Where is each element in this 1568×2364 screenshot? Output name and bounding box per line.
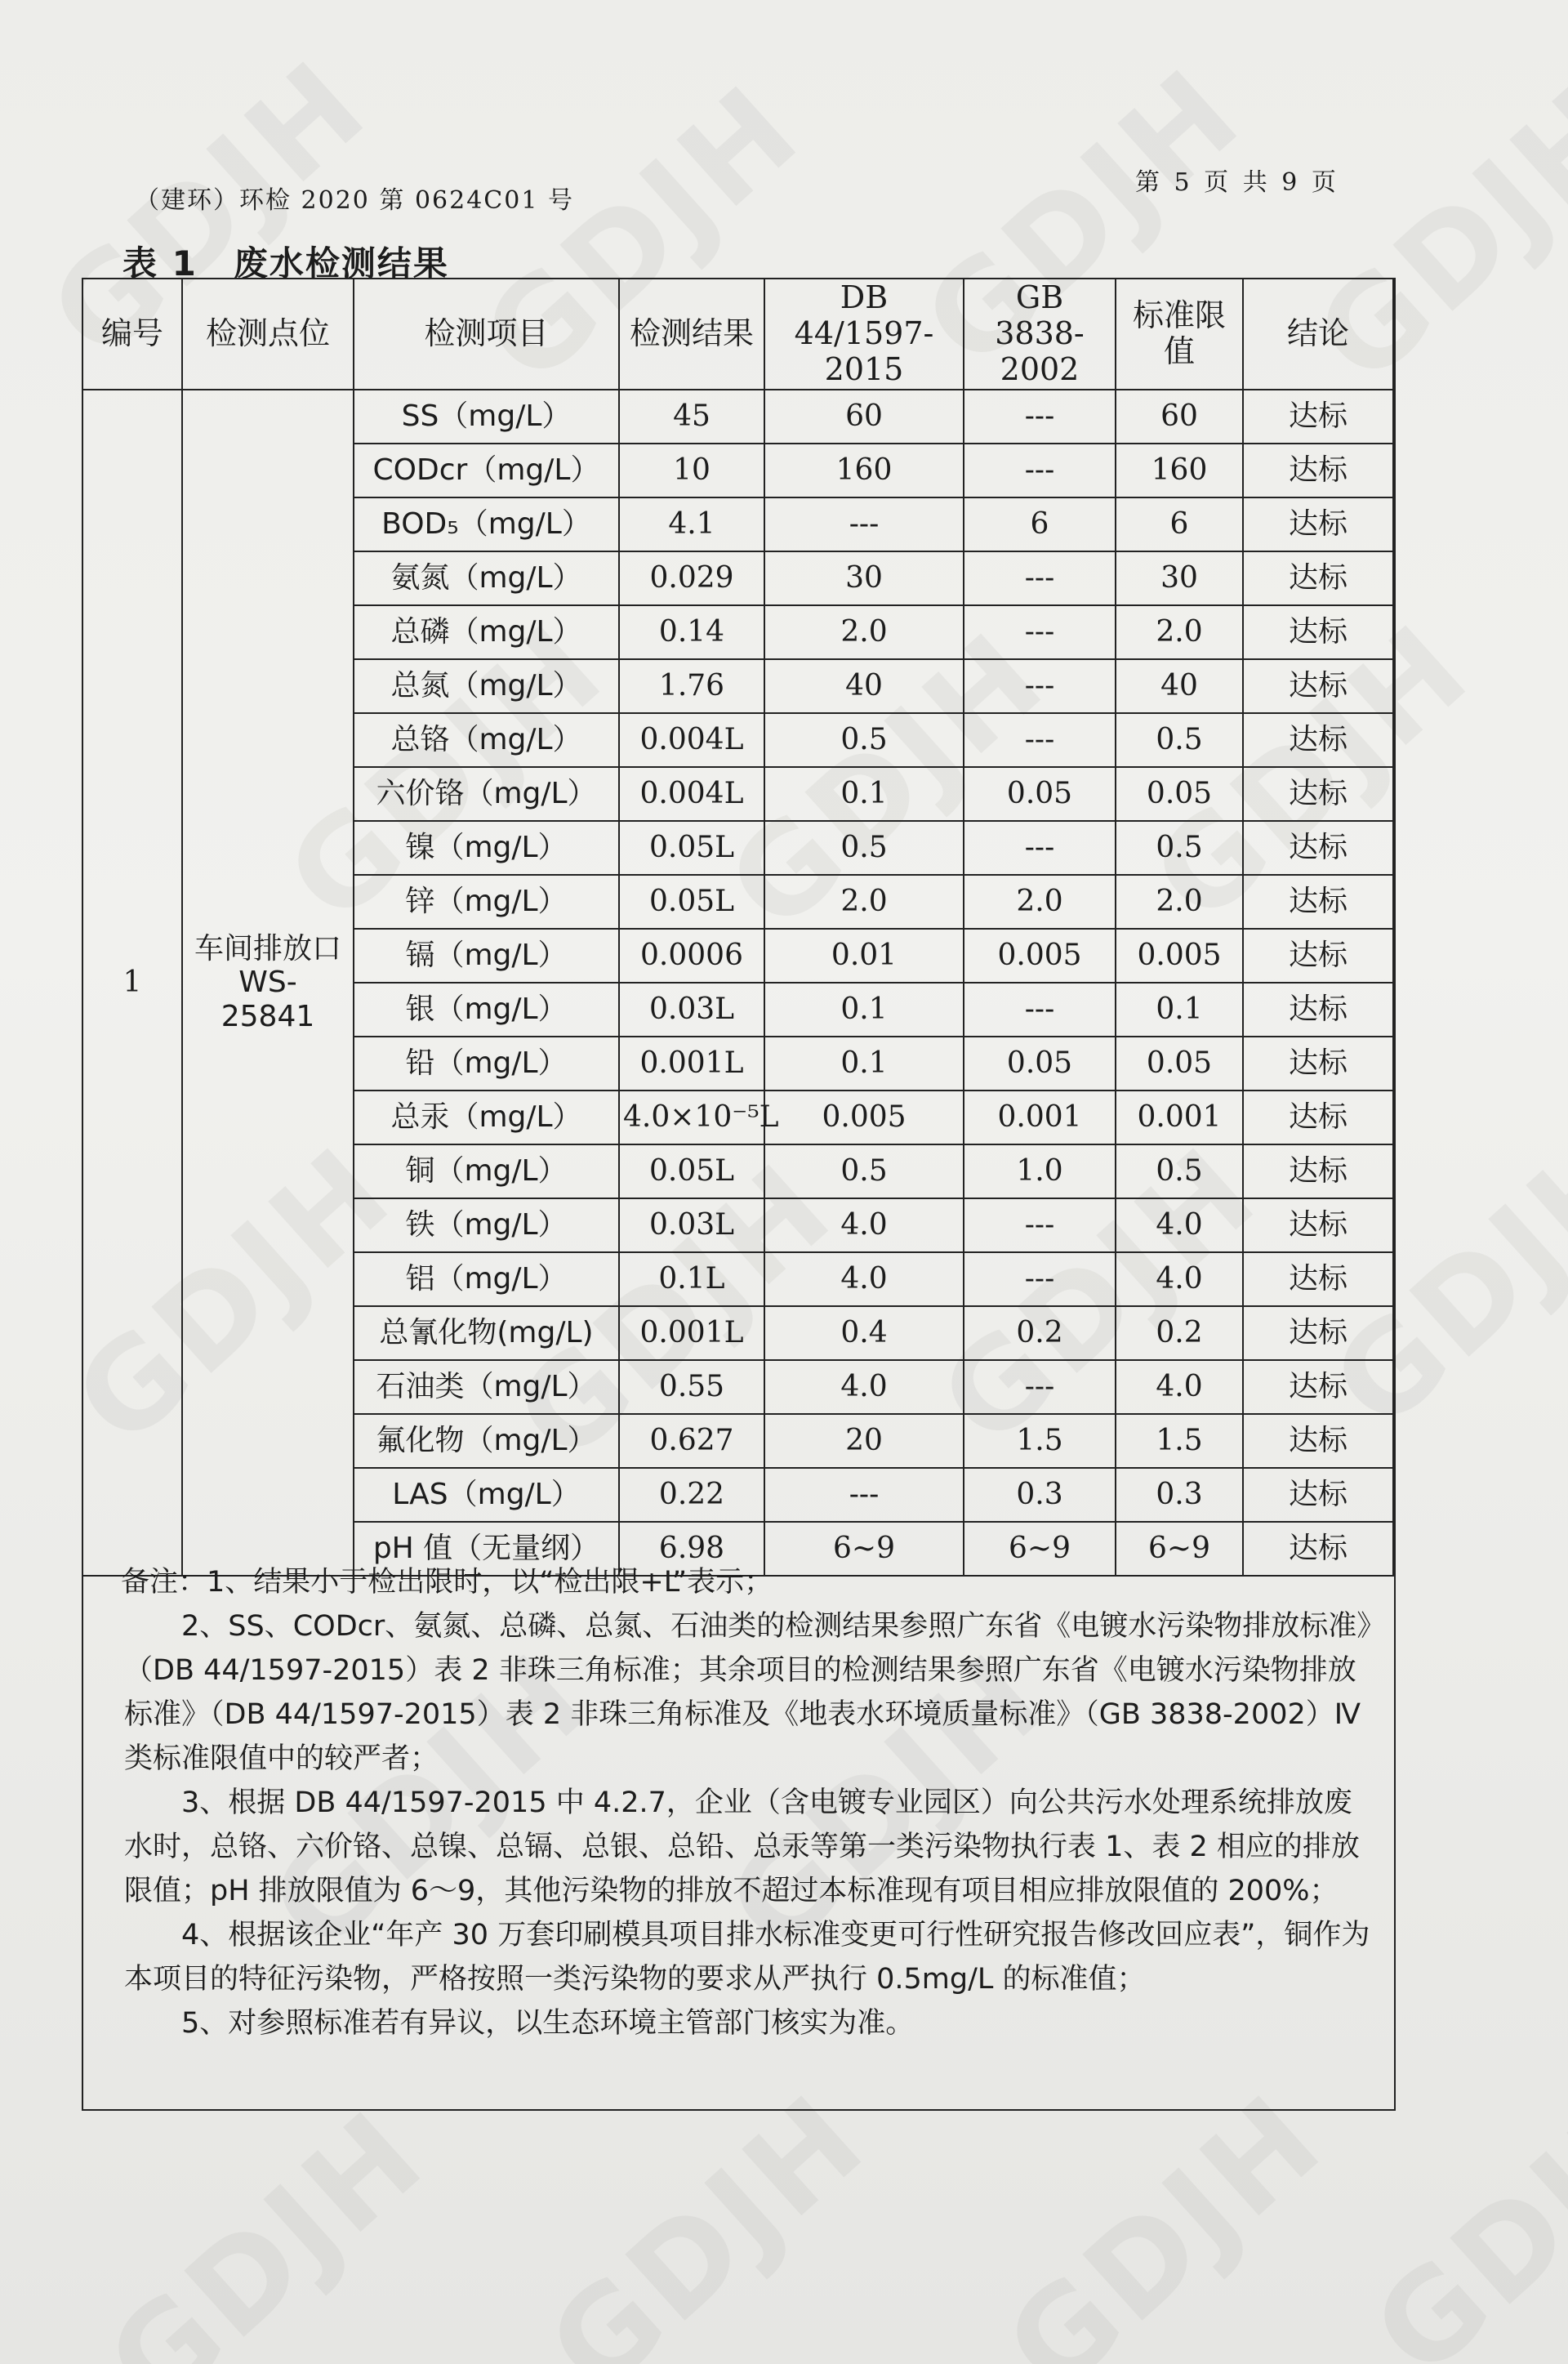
col-header-conclusion: 结论 bbox=[1243, 279, 1393, 390]
standard-limit: 0.5 bbox=[1116, 713, 1243, 767]
test-item: 总氰化物(mg/L) bbox=[354, 1306, 619, 1360]
remark-1: 1、结果小于检出限时，以“检出限+L”表示； bbox=[207, 1566, 773, 1599]
remarks-section bbox=[82, 1552, 1392, 2062]
conclusion: 达标 bbox=[1243, 551, 1393, 605]
gb-standard-value: 6~9 bbox=[964, 1522, 1116, 1576]
test-result: 4.0×10⁻⁵L bbox=[619, 1091, 764, 1144]
col-header-location: 检测点位 bbox=[182, 279, 354, 390]
test-item: 银（mg/L） bbox=[354, 983, 619, 1037]
test-item: 总氮（mg/L） bbox=[354, 659, 619, 713]
db-standard-value: 0.1 bbox=[764, 1037, 964, 1091]
results-table bbox=[82, 278, 1394, 1577]
db-standard-value: 0.005 bbox=[764, 1091, 964, 1144]
db-standard-value: 160 bbox=[764, 444, 964, 497]
conclusion: 达标 bbox=[1243, 1360, 1393, 1414]
test-result: 0.22 bbox=[619, 1468, 764, 1522]
test-item: 总铬（mg/L） bbox=[354, 713, 619, 767]
test-result: 0.05L bbox=[619, 1144, 764, 1198]
db-standard-value: --- bbox=[764, 1468, 964, 1522]
test-result: 0.004L bbox=[619, 767, 764, 821]
standard-limit: 2.0 bbox=[1116, 875, 1243, 929]
gb-standard-value: 0.05 bbox=[964, 767, 1116, 821]
db-standard-value: 4.0 bbox=[764, 1198, 964, 1252]
conclusion: 达标 bbox=[1243, 1468, 1393, 1522]
col-header-id: 编号 bbox=[82, 279, 182, 390]
conclusion: 达标 bbox=[1243, 444, 1393, 497]
gb-standard-value: 0.001 bbox=[964, 1091, 1116, 1144]
db-standard-value: 0.1 bbox=[764, 983, 964, 1037]
standard-limit: 0.5 bbox=[1116, 821, 1243, 875]
db-standard-value: 20 bbox=[764, 1414, 964, 1468]
test-item: LAS（mg/L） bbox=[354, 1468, 619, 1522]
gb-standard-value: --- bbox=[964, 605, 1116, 659]
test-item: 氟化物（mg/L） bbox=[354, 1414, 619, 1468]
test-result: 0.0006 bbox=[619, 929, 764, 983]
db-standard-value: 0.4 bbox=[764, 1306, 964, 1360]
standard-limit: 160 bbox=[1116, 444, 1243, 497]
standard-limit: 40 bbox=[1116, 659, 1243, 713]
gb-standard-value: 0.2 bbox=[964, 1306, 1116, 1360]
gb-standard-value: --- bbox=[964, 444, 1116, 497]
test-result: 4.1 bbox=[619, 497, 764, 551]
conclusion: 达标 bbox=[1243, 767, 1393, 821]
table-title: 表 1 废水检测结果 bbox=[122, 243, 449, 283]
gb-standard-value: --- bbox=[964, 551, 1116, 605]
db-standard-value: --- bbox=[764, 497, 964, 551]
conclusion: 达标 bbox=[1243, 659, 1393, 713]
gb-standard-value: --- bbox=[964, 983, 1116, 1037]
test-result: 0.627 bbox=[619, 1414, 764, 1468]
standard-limit: 4.0 bbox=[1116, 1198, 1243, 1252]
conclusion: 达标 bbox=[1243, 1414, 1393, 1468]
db-standard-value: 0.5 bbox=[764, 1144, 964, 1198]
gb-standard-value: 2.0 bbox=[964, 875, 1116, 929]
table-header-row bbox=[82, 279, 1393, 390]
test-item: 总汞（mg/L） bbox=[354, 1091, 619, 1144]
table-row bbox=[82, 390, 1393, 444]
gb-standard-value: --- bbox=[964, 1252, 1116, 1306]
db-standard-value: 2.0 bbox=[764, 605, 964, 659]
gb-standard-value: 0.05 bbox=[964, 1037, 1116, 1091]
watermark bbox=[980, 2067, 1350, 2364]
test-item: pH 值（无量纲） bbox=[354, 1522, 619, 1576]
test-result: 0.05L bbox=[619, 821, 764, 875]
sampling-location: 车间排放口 WS-25841 bbox=[182, 390, 354, 1576]
standard-limit: 0.005 bbox=[1116, 929, 1243, 983]
test-result: 1.76 bbox=[619, 659, 764, 713]
standard-limit: 60 bbox=[1116, 390, 1243, 444]
test-item: 铁（mg/L） bbox=[354, 1198, 619, 1252]
test-result: 0.1L bbox=[619, 1252, 764, 1306]
test-item: 锌（mg/L） bbox=[354, 875, 619, 929]
remark-2: 2、SS、CODcr、氨氮、总磷、总氮、石油类的检测结果参照广东省《电镀水污染物排放标准》（DB 44/1597-2015）表 2 非珠三角标准；其余项目的检测结果参照广东省《电镀水污染物排放标准》（DB 44/1597-2015）表 2 非珠三角标准及《地表水环境质量标准》（GB 3838-2002）Ⅳ类标准限值中的较严者； bbox=[124, 1610, 1371, 1775]
standard-limit: 6~9 bbox=[1116, 1522, 1243, 1576]
test-result: 0.001L bbox=[619, 1306, 764, 1360]
test-result: 45 bbox=[619, 390, 764, 444]
standard-limit: 1.5 bbox=[1116, 1414, 1243, 1468]
standard-limit: 4.0 bbox=[1116, 1360, 1243, 1414]
gb-standard-value: --- bbox=[964, 1360, 1116, 1414]
standard-limit: 30 bbox=[1116, 551, 1243, 605]
db-standard-value: 4.0 bbox=[764, 1360, 964, 1414]
gb-standard-value: 0.005 bbox=[964, 929, 1116, 983]
gb-standard-value: 0.3 bbox=[964, 1468, 1116, 1522]
test-item: 镉（mg/L） bbox=[354, 929, 619, 983]
db-standard-value: 40 bbox=[764, 659, 964, 713]
standard-limit: 0.3 bbox=[1116, 1468, 1243, 1522]
conclusion: 达标 bbox=[1243, 605, 1393, 659]
conclusion: 达标 bbox=[1243, 929, 1393, 983]
test-result: 6.98 bbox=[619, 1522, 764, 1576]
standard-limit: 6 bbox=[1116, 497, 1243, 551]
standard-limit: 4.0 bbox=[1116, 1252, 1243, 1306]
standard-limit: 0.5 bbox=[1116, 1144, 1243, 1198]
conclusion: 达标 bbox=[1243, 1306, 1393, 1360]
conclusion: 达标 bbox=[1243, 390, 1393, 444]
db-standard-value: 0.5 bbox=[764, 821, 964, 875]
test-result: 0.001L bbox=[619, 1037, 764, 1091]
gb-standard-value: --- bbox=[964, 659, 1116, 713]
col-header-item: 检测项目 bbox=[354, 279, 619, 390]
db-standard-value: 4.0 bbox=[764, 1252, 964, 1306]
test-item: 铝（mg/L） bbox=[354, 1252, 619, 1306]
remark-4: 4、根据该企业“年产 30 万套印刷模具项目排水标准变更可行性研究报告修改回应表”，铜作为本项目的特征污染物，严格按照一类污染物的要求从严执行 0.5mg/L 的标准值； bbox=[124, 1919, 1370, 1996]
conclusion: 达标 bbox=[1243, 983, 1393, 1037]
conclusion: 达标 bbox=[1243, 1252, 1393, 1306]
gb-standard-value: 1.5 bbox=[964, 1414, 1116, 1468]
test-result: 10 bbox=[619, 444, 764, 497]
test-item: SS（mg/L） bbox=[354, 390, 619, 444]
test-item: 六价铬（mg/L） bbox=[354, 767, 619, 821]
conclusion: 达标 bbox=[1243, 1144, 1393, 1198]
db-standard-value: 60 bbox=[764, 390, 964, 444]
test-result: 0.004L bbox=[619, 713, 764, 767]
remark-3: 3、根据 DB 44/1597-2015 中 4.2.7，企业（含电镀专业园区）向公共污水处理系统排放废水时，总铬、六价铬、总镍、总镉、总银、总铅、总汞等第一类污染物执行表 1、表 2 相应的排放限值；pH 排放限值为 6～9，其他污染物的排放不超过本标准现有项目相应排放限值的 200%； bbox=[124, 1786, 1360, 1907]
watermark bbox=[523, 2067, 893, 2364]
standard-limit: 0.1 bbox=[1116, 983, 1243, 1037]
standard-limit: 0.05 bbox=[1116, 767, 1243, 821]
remarks-label: 备注： bbox=[121, 1566, 207, 1599]
conclusion: 达标 bbox=[1243, 875, 1393, 929]
gb-standard-value: 6 bbox=[964, 497, 1116, 551]
gb-standard-value: --- bbox=[964, 1198, 1116, 1252]
test-result: 0.029 bbox=[619, 551, 764, 605]
test-item: BOD₅（mg/L） bbox=[354, 497, 619, 551]
test-result: 0.03L bbox=[619, 983, 764, 1037]
db-standard-value: 0.5 bbox=[764, 713, 964, 767]
test-result: 0.14 bbox=[619, 605, 764, 659]
db-standard-value: 0.01 bbox=[764, 929, 964, 983]
test-item: 铅（mg/L） bbox=[354, 1037, 619, 1091]
gb-standard-value: --- bbox=[964, 713, 1116, 767]
standard-limit: 0.05 bbox=[1116, 1037, 1243, 1091]
conclusion: 达标 bbox=[1243, 497, 1393, 551]
col-header-gb-standard: GB 3838-2002 bbox=[964, 279, 1116, 390]
test-item: CODcr（mg/L） bbox=[354, 444, 619, 497]
test-item: 石油类（mg/L） bbox=[354, 1360, 619, 1414]
test-result: 0.03L bbox=[619, 1198, 764, 1252]
report-number: （建环）环检 2020 第 0624C01 号 bbox=[135, 186, 574, 215]
remark-5: 5、对参照标准若有异议，以生态环境主管部门核实为准。 bbox=[181, 2007, 915, 2040]
conclusion: 达标 bbox=[1243, 713, 1393, 767]
gb-standard-value: --- bbox=[964, 821, 1116, 875]
test-item: 镍（mg/L） bbox=[354, 821, 619, 875]
db-standard-value: 0.1 bbox=[764, 767, 964, 821]
page-indicator: 第 5 页 共 9 页 bbox=[1135, 168, 1339, 197]
conclusion: 达标 bbox=[1243, 1037, 1393, 1091]
conclusion: 达标 bbox=[1243, 1198, 1393, 1252]
test-result: 0.05L bbox=[619, 875, 764, 929]
watermark bbox=[82, 2084, 452, 2364]
conclusion: 达标 bbox=[1243, 821, 1393, 875]
table-body bbox=[82, 390, 1393, 1576]
db-standard-value: 2.0 bbox=[764, 875, 964, 929]
standard-limit: 2.0 bbox=[1116, 605, 1243, 659]
col-header-limit: 标准限值 bbox=[1116, 279, 1243, 390]
conclusion: 达标 bbox=[1243, 1522, 1393, 1576]
col-header-result: 检测结果 bbox=[619, 279, 764, 390]
test-result: 0.55 bbox=[619, 1360, 764, 1414]
test-item: 氨氮（mg/L） bbox=[354, 551, 619, 605]
conclusion: 达标 bbox=[1243, 1091, 1393, 1144]
col-header-db-standard: DB 44/1597-2015 bbox=[764, 279, 964, 390]
standard-limit: 0.001 bbox=[1116, 1091, 1243, 1144]
sample-id: 1 bbox=[82, 390, 182, 1576]
gb-standard-value: 1.0 bbox=[964, 1144, 1116, 1198]
gb-standard-value: --- bbox=[964, 390, 1116, 444]
test-item: 总磷（mg/L） bbox=[354, 605, 619, 659]
standard-limit: 0.2 bbox=[1116, 1306, 1243, 1360]
db-standard-value: 30 bbox=[764, 551, 964, 605]
test-item: 铜（mg/L） bbox=[354, 1144, 619, 1198]
db-standard-value: 6~9 bbox=[764, 1522, 964, 1576]
